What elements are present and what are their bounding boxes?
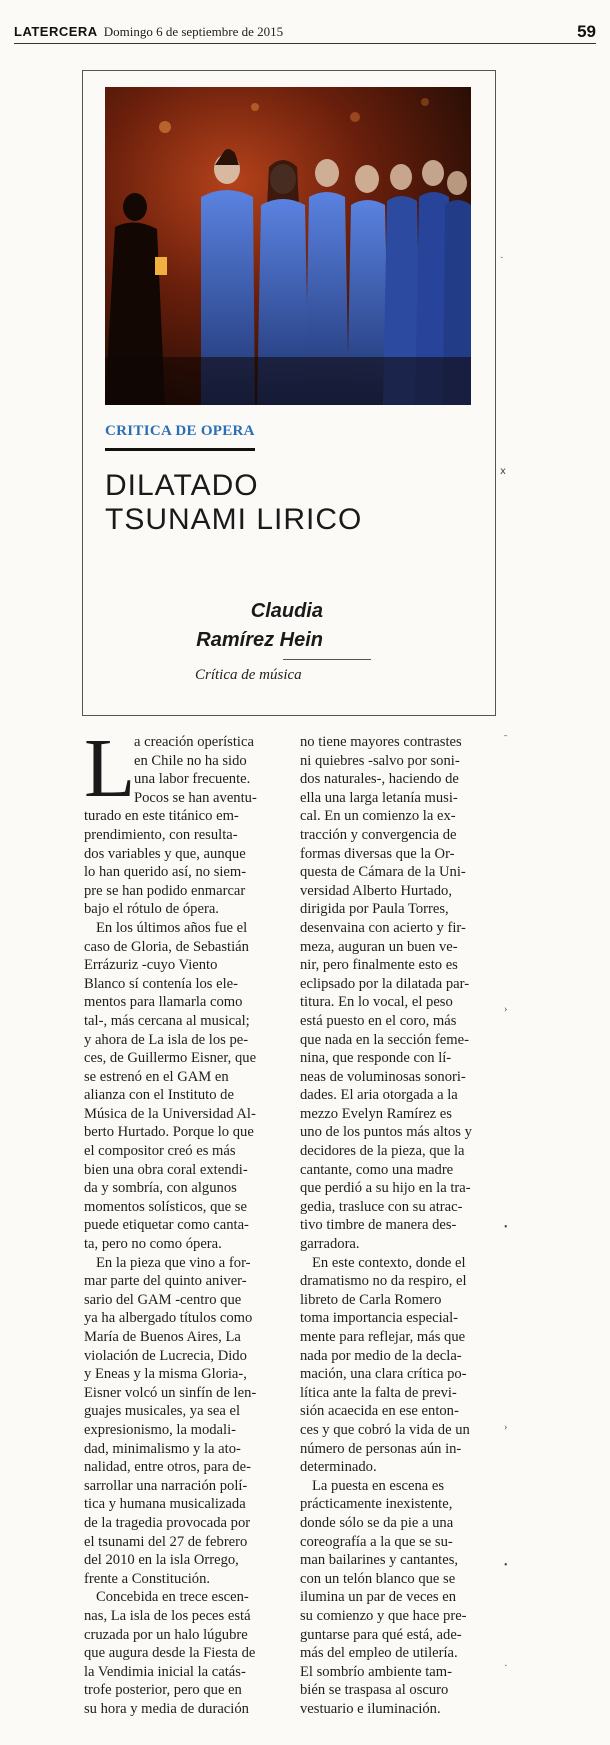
article-text-line: dos variables y que, aunque (84, 845, 246, 862)
article-text-line: sarrollar una narración polí- (84, 1477, 248, 1494)
article-text-line: coreografía a la que se su- (300, 1533, 453, 1550)
article-text-line: tivo timbre de manera des- (300, 1217, 457, 1234)
article-text-line: prácticamente inexistente, (300, 1496, 453, 1513)
author-last-name: Ramírez Hein (196, 629, 323, 651)
author-rule (283, 659, 371, 660)
article-text-line: caso de Gloria, de Sebastián (84, 938, 249, 955)
article-text-line: berto Hurtado. Porque lo que (84, 1124, 254, 1141)
article-text-line: está puesto en el coro, más (300, 1012, 457, 1029)
article-text-line: con un telón blanco que se (300, 1570, 456, 1587)
author-byline (196, 597, 323, 655)
article-text-line: a creación operística (134, 734, 254, 750)
article-text-line: versidad Alberto Hurtado, (300, 882, 452, 899)
article-text-line: ni quiebres -salvo por soni- (300, 752, 460, 769)
article-text-line: nalidad, entre otros, para de- (84, 1459, 251, 1476)
headline-line-2: TSUNAMI LIRICO (105, 503, 363, 536)
margin-mark: ˉ (504, 734, 508, 745)
article-text-line: frente a Constitución. (84, 1570, 211, 1587)
article-text-line: María de Buenos Aires, La (84, 1329, 241, 1345)
article-text-line: sión acaecida en ese enton- (300, 1403, 459, 1420)
article-text-line: dirigida por Paula Torres, (300, 901, 449, 918)
headline-line-1: DILATADO (105, 469, 259, 502)
article-text-line: ella una larga letanía musi- (300, 789, 458, 806)
article-text-line: da y sombría, con algunos (84, 1180, 237, 1197)
article-text-line: libreto de Carla Romero (300, 1291, 442, 1308)
article-text-line: lo han querido así, no siem- (84, 864, 247, 881)
article-text-line: tica y humana musicalizada (84, 1496, 246, 1513)
article-text-line: meza, auguran un buen ve- (300, 938, 458, 955)
article-text-line: Concebida en trece escen- (96, 1589, 249, 1606)
article-text-line: ilumina un par de veces en (300, 1589, 457, 1606)
article-text-line: se estrenó en el GAM en (84, 1068, 229, 1085)
article-text-line: del 2010 en la isla Orrego, (84, 1552, 239, 1569)
page-number: 59 (577, 21, 596, 41)
article-text-line: bajo el rótulo de ópera. (84, 901, 219, 918)
article-text-line: En este contexto, donde el (312, 1254, 466, 1271)
article-text-line: Eisner volcó un sinfín de len- (84, 1384, 257, 1401)
article-text-line: La puesta en escena es (312, 1477, 445, 1494)
article-text-line: mar parte del quinto aniver- (84, 1273, 247, 1290)
article-text-line: El sombrío ambiente tam- (300, 1663, 452, 1680)
article-text-line: donde sólo se da pie a una (300, 1514, 454, 1531)
article-text-line: decidores de la pieza, que la (300, 1143, 465, 1160)
article-text-line: garradora. (300, 1236, 360, 1253)
section-kicker: CRITICA DE OPERA (105, 423, 255, 439)
article-text-line: guntarse para qué está, ade- (300, 1626, 462, 1643)
article-column-1 (84, 722, 280, 1718)
article-column-2 (300, 733, 496, 1718)
article-text-line: titura. En lo vocal, el peso (300, 994, 453, 1011)
article-text-line: vestuario e iluminación. (300, 1700, 441, 1717)
margin-mark: ˯ (500, 248, 504, 259)
article-text-line: tal-, más cercana al musical; (84, 1012, 250, 1029)
article-text-line: dos naturales-, haciendo de (300, 771, 459, 788)
article-text-line: sario del GAM -centro que (84, 1291, 242, 1308)
article-text-line: neas de voluminosas sonori- (300, 1068, 466, 1085)
article-headline (105, 469, 475, 537)
edition-date: Domingo 6 de septiembre de 2015 (103, 23, 284, 39)
drop-cap: L (84, 722, 136, 815)
article-text-line: bién se traspasa al oscuro (300, 1682, 449, 1699)
article-text-line: cantante, como una madre (300, 1161, 454, 1178)
author-first-name: Claudia (250, 600, 323, 622)
article-text-line: puede etiquetar como canta- (84, 1217, 249, 1234)
article-text-line: gedia, trasluce con su atrac- (300, 1198, 463, 1215)
margin-mark: • (504, 1560, 508, 1571)
kicker-rule (105, 448, 255, 451)
article-text-line: una labor frecuente. (134, 771, 251, 788)
article-text-line: pre se han podido enmarcar (84, 882, 246, 899)
article-text-line: trofe posterior, pero que en (84, 1682, 242, 1699)
article-text-line: dramatismo no da respiro, el (300, 1273, 467, 1290)
author-role: Crítica de música (195, 667, 302, 683)
article-text-line: ya ha albergado títulos como (84, 1310, 253, 1327)
article-text-line: formas diversas que la Or- (300, 845, 455, 862)
margin-mark: ˯ (504, 1656, 508, 1667)
article-text-line: nir, pero finalmente esto es (300, 957, 458, 974)
article-text-line: dad, minimalismo y la ato- (84, 1440, 241, 1457)
opera-photo-image (105, 87, 471, 405)
article-text-line: el compositor creó es más (84, 1143, 236, 1160)
article-text-line: en Chile no ha sido (134, 752, 247, 769)
margin-mark: › (504, 1004, 508, 1015)
article-text-line: nada por medio de la decla- (300, 1347, 462, 1364)
margin-mark: › (504, 1422, 508, 1433)
article-text-line: man bailarines y cantantes, (300, 1552, 459, 1569)
article-text-line: que augura desde la Fiesta de (84, 1645, 256, 1662)
article-text-line: mación, una clara crítica po- (300, 1366, 467, 1383)
article-text-line: lítica ante la falta de previ- (300, 1384, 457, 1401)
article-text-line: la Vendimia inicial la catás- (84, 1663, 246, 1680)
article-text-line: Pocos se han aventu- (134, 789, 257, 806)
article-text-line: nina, que responde con lí- (300, 1050, 452, 1067)
article-text-line: mente para reflejar, más que (300, 1329, 466, 1345)
article-text-line: ces, de Guillermo Eisner, que (84, 1050, 257, 1067)
article-text-line: y ahora de La isla de los pe- (84, 1031, 249, 1048)
article-text-line: alianza con el Instituto de (84, 1087, 234, 1104)
article-header-box (82, 70, 496, 716)
article-text-line: determinado. (300, 1459, 377, 1476)
article-text-line: su hora y media de duración (84, 1700, 249, 1717)
article-text-line: cal. En un comienzo la ex- (300, 808, 456, 825)
article-text-line: momentos solísticos, que se (84, 1198, 247, 1215)
article-text-line: ta, pero no como ópera. (84, 1236, 222, 1253)
article-text-line: mentos para llamarla como (84, 994, 243, 1011)
margin-mark: ⅹ (500, 466, 506, 477)
margin-mark: • (504, 1222, 508, 1233)
article-text-line: violación de Lucrecia, Dido (84, 1347, 247, 1364)
page-header (14, 20, 596, 44)
newspaper-brand: LATERCERA (14, 23, 98, 39)
article-text-line: toma importancia especial- (300, 1310, 459, 1327)
article-text-line: dades. El aria otorgada a la (300, 1087, 458, 1104)
article-text-line: prendimiento, con resulta- (84, 826, 238, 843)
article-text-line: no tiene mayores contrastes (300, 734, 462, 750)
article-text-line: desenvaina con acierto y fir- (300, 919, 466, 936)
article-text-line: Errázuriz -cuyo Viento (84, 957, 218, 974)
article-text-line: turado en este titánico em- (84, 808, 239, 825)
article-text-line: que nada en la sección feme- (300, 1031, 469, 1048)
article-text-line: el tsunami del 27 de febrero (84, 1533, 248, 1550)
article-text-line: uno de los puntos más altos y (300, 1124, 472, 1141)
article-text-line: tracción y convergencia de (300, 826, 457, 843)
article-text-line: número de personas aún in- (300, 1440, 462, 1457)
article-text-line: expresionismo, la modali- (84, 1421, 236, 1438)
article-text-line: cruzada por un halo lúgubre (84, 1626, 248, 1643)
article-text-line: Blanco sí contenía los ele- (84, 975, 238, 992)
article-text-line: eclipsado por la dilatada par- (300, 975, 470, 992)
article-text-line: nas, La isla de los peces está (84, 1607, 251, 1624)
header-left (14, 24, 283, 40)
article-text-line: de la tragedia provocada por (84, 1514, 251, 1531)
article-text-line: más del empleo de utilería. (300, 1645, 458, 1662)
article-text-line: bien una obra coral extendi- (84, 1161, 248, 1178)
article-text-line: Música de la Universidad Al- (84, 1105, 256, 1122)
article-text-line: questa de Cámara de la Uni- (300, 864, 466, 881)
article-text-line: su comienzo y que hace pre- (300, 1607, 467, 1624)
article-text-line: mezzo Evelyn Ramírez es (300, 1105, 452, 1122)
article-text-line: y Eneas y la misma Gloria-, (84, 1366, 247, 1383)
article-text-line: guajes musicales, ya sea el (84, 1403, 241, 1420)
article-text-line: En la pieza que vino a for- (96, 1254, 251, 1271)
opera-photo (105, 87, 471, 405)
article-text-line: En los últimos años fue el (96, 919, 248, 936)
article-text-line: que perdió a su hijo en la tra- (300, 1180, 471, 1197)
article-text-line: ces y que cobró la vida de un (300, 1421, 470, 1438)
